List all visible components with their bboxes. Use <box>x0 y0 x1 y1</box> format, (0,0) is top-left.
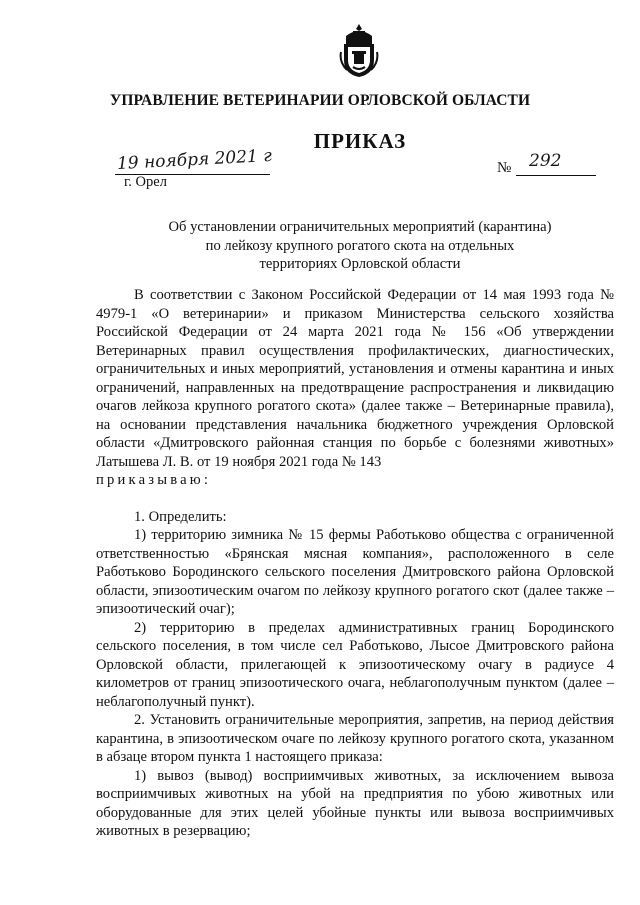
order-word-text: приказываю: <box>96 472 212 488</box>
item-2-subitem-1: 1) вывоз (вывод) восприимчивых животных, за исключением вывоза восприимчивых животных на убой на предприятия по убою животных или оборудованные для этих целей убойные пункты или вывоза восприимчивых животных в резервацию; <box>96 767 614 839</box>
subject-line-2: по лейкозу крупного рогатого скота на отдельных <box>205 237 515 254</box>
coat-of-arms-icon <box>339 22 379 78</box>
item-1-subitem-1: 1) территорию зимника № 15 фермы Работьково общества с ограниченной ответственностью «Брянская мясная компания», расположенного в селе Работьково Бородинского сельского поселения Дмитровского района Орловской области, эпизоотическим очагом по лейкозу крупного рогатого скот (далее также – эпизоотический очаг); <box>96 527 614 617</box>
item-1-subitem-2: 2) территорию в пределах административных границ Бородинского сельского поселения, в том числе сел Работьково, Лысое Дмитровского района Орловской области, прилегающей к эпизоотическому очагу в радиусе 4 километров от границ эпизоотического очага, неблагополучным пунктом (далее – неблагополучный пункт). <box>96 619 614 710</box>
subject-line-1: Об установлении ограничительных мероприятий (карантина) <box>168 219 552 235</box>
item-1-heading: 1. Определить: <box>134 508 227 525</box>
city-label: г. Орел <box>124 174 167 190</box>
paragraph-gap <box>96 490 614 508</box>
order-subject <box>150 218 570 274</box>
preamble-paragraph: В соответствии с Законом Российской Федерации от 14 мая 1993 года № 4979-1 «О ветеринарии» и приказом Министерства сельского хозяйства Российской Федерации от 24 марта 2021 года № 156 «Об утверждении Ветеринарных правил осуществления профилактических, диагностических, ограничительных и иных мероприятий, установления и отмены карантина и иных ограничений, направленных на предотвращение распространения и ликвидацию очагов лейкоза крупного рогатого скота» (далее также – Ветеринарные правила), на основании представления начальника бюджетного учреждения Орловской области «Дмитровского районная станция по борьбе с болезнями животных» Латышева Л. В. от 19 ноября 2021 года № 143 <box>96 287 614 470</box>
handwritten-number: 292 <box>529 151 562 171</box>
order-word <box>96 471 614 490</box>
order-body <box>96 286 614 841</box>
organization-name: УПРАВЛЕНИЕ ВЕТЕРИНАРИИ ОРЛОВСКОЙ ОБЛАСТИ <box>109 92 531 109</box>
item-2-heading: 2. Установить ограничительные мероприятия, запретив, на период действия карантина, в эпизоотическом очаге по лейкозу крупного рогатого скота, указанном в абзаце втором пункта 1 настоящего приказа: <box>96 712 614 765</box>
handwritten-date: 19 ноября 2021 г <box>116 145 273 175</box>
number-underline <box>516 175 596 176</box>
number-label: № <box>497 160 512 176</box>
subject-line-3: территориях Орловской области <box>259 256 461 272</box>
document-type-title: ПРИКАЗ <box>313 129 407 153</box>
